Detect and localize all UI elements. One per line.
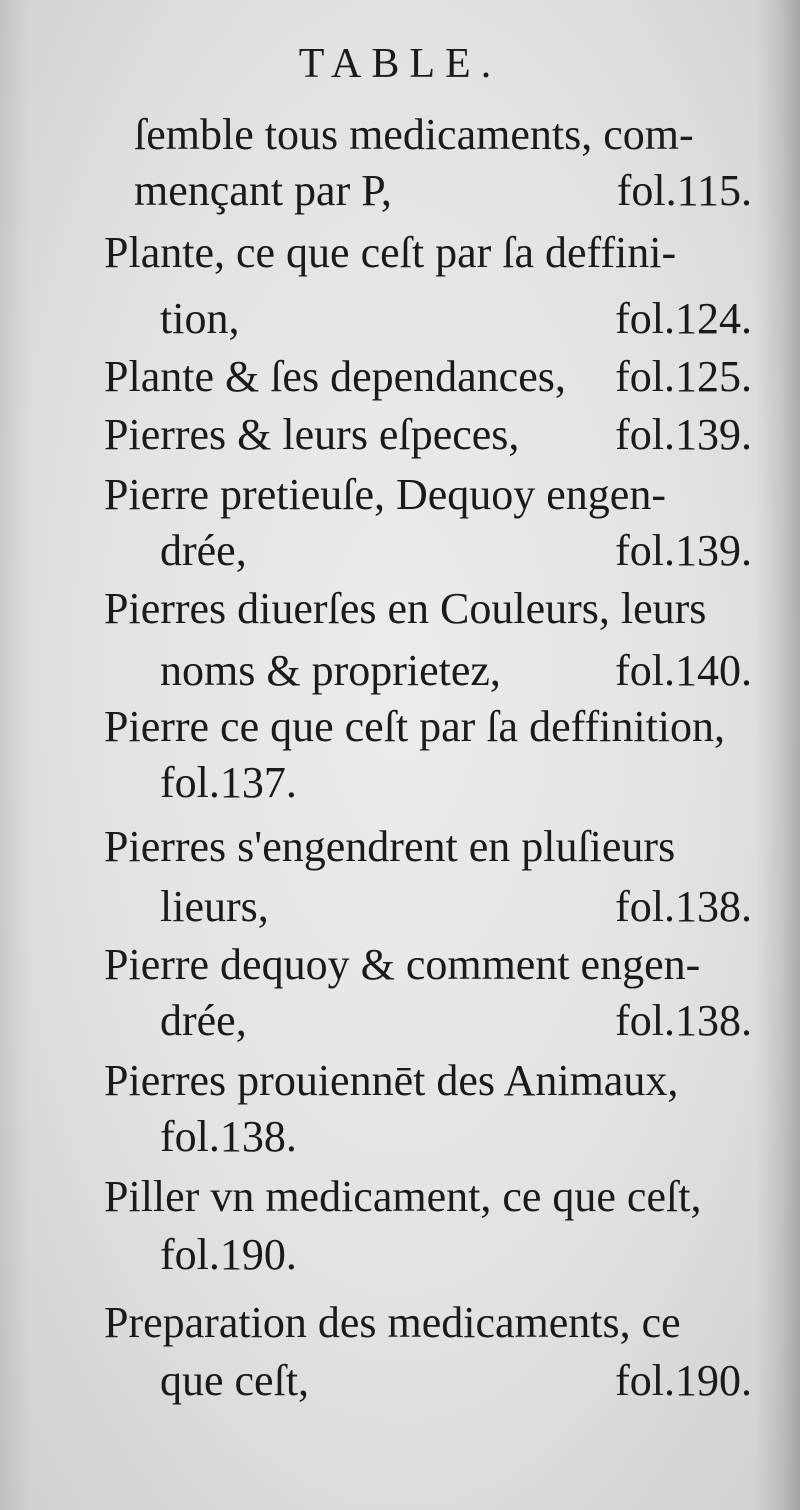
- entry-text: noms & proprietez,: [160, 646, 501, 695]
- index-line: [0, 404, 800, 466]
- entry-text: fol.190.: [160, 1230, 297, 1279]
- folio-ref: fol.140.: [615, 646, 752, 695]
- entry-text: drée,: [160, 996, 247, 1045]
- entry-text: Pierres prouiennēt des Animaux,: [104, 1056, 679, 1105]
- entry-text: Pierres s'engendrent en pluſieurs: [104, 822, 676, 871]
- index-line: [0, 1224, 800, 1286]
- entry-text: ſemble tous medicaments, com-: [134, 110, 694, 159]
- index-line: [0, 222, 800, 284]
- entry-text: tion,: [160, 294, 240, 343]
- entry-text: fol.137.: [160, 758, 297, 807]
- folio-ref: fol.190.: [615, 1356, 752, 1405]
- entry-text: Pierre pretieuſe, Dequoy engen-: [104, 470, 666, 519]
- folio-ref: fol.125.: [615, 352, 752, 401]
- entry-text: Piller vn medicament, ce que ceſt,: [104, 1172, 702, 1221]
- entry-text: mençant par P,: [134, 166, 392, 215]
- folio-ref: fol.139.: [615, 526, 752, 575]
- index-line: [0, 288, 800, 350]
- index-line: [0, 990, 800, 1052]
- index-line: [0, 1106, 800, 1168]
- index-line: [0, 934, 800, 996]
- entry-text: lieurs,: [160, 882, 269, 931]
- entry-text: Pierre dequoy & comment engen-: [104, 940, 701, 989]
- folio-ref: fol.124.: [615, 294, 752, 343]
- entry-text: que ceſt,: [160, 1356, 310, 1405]
- index-line: [0, 816, 800, 878]
- index-line: [0, 640, 800, 702]
- folio-ref: fol.138.: [615, 996, 752, 1045]
- index-line: [0, 346, 800, 408]
- entry-text: Plante & ſes dependances,: [104, 352, 566, 401]
- entry-text: Plante, ce que ceſt par ſa deffini-: [104, 228, 677, 277]
- entry-text: drée,: [160, 526, 247, 575]
- index-line: [0, 104, 800, 166]
- index-line: [0, 464, 800, 526]
- index-line: [0, 1050, 800, 1112]
- index-line: [0, 578, 800, 640]
- index-line: [0, 752, 800, 814]
- entry-text: fol.138.: [160, 1112, 297, 1161]
- folio-ref: fol.139.: [615, 410, 752, 459]
- entry-text: Pierres diuerſes en Couleurs, leurs: [104, 584, 707, 633]
- folio-ref: fol.115.: [616, 166, 752, 215]
- index-line: [0, 160, 800, 222]
- index-line: [0, 696, 800, 758]
- index-line: [0, 1292, 800, 1354]
- entry-text: Pierre ce que ceſt par ſa deffinition,: [104, 702, 726, 751]
- entry-text: Preparation des medicaments, ce: [104, 1298, 681, 1347]
- page-title: TABLE.: [298, 41, 502, 87]
- index-line: [0, 876, 800, 938]
- index-line: [0, 520, 800, 582]
- entry-text: Pierres & leurs eſpeces,: [104, 410, 520, 459]
- folio-ref: fol.138.: [615, 882, 752, 931]
- index-line: [0, 1166, 800, 1228]
- index-line: [0, 1350, 800, 1412]
